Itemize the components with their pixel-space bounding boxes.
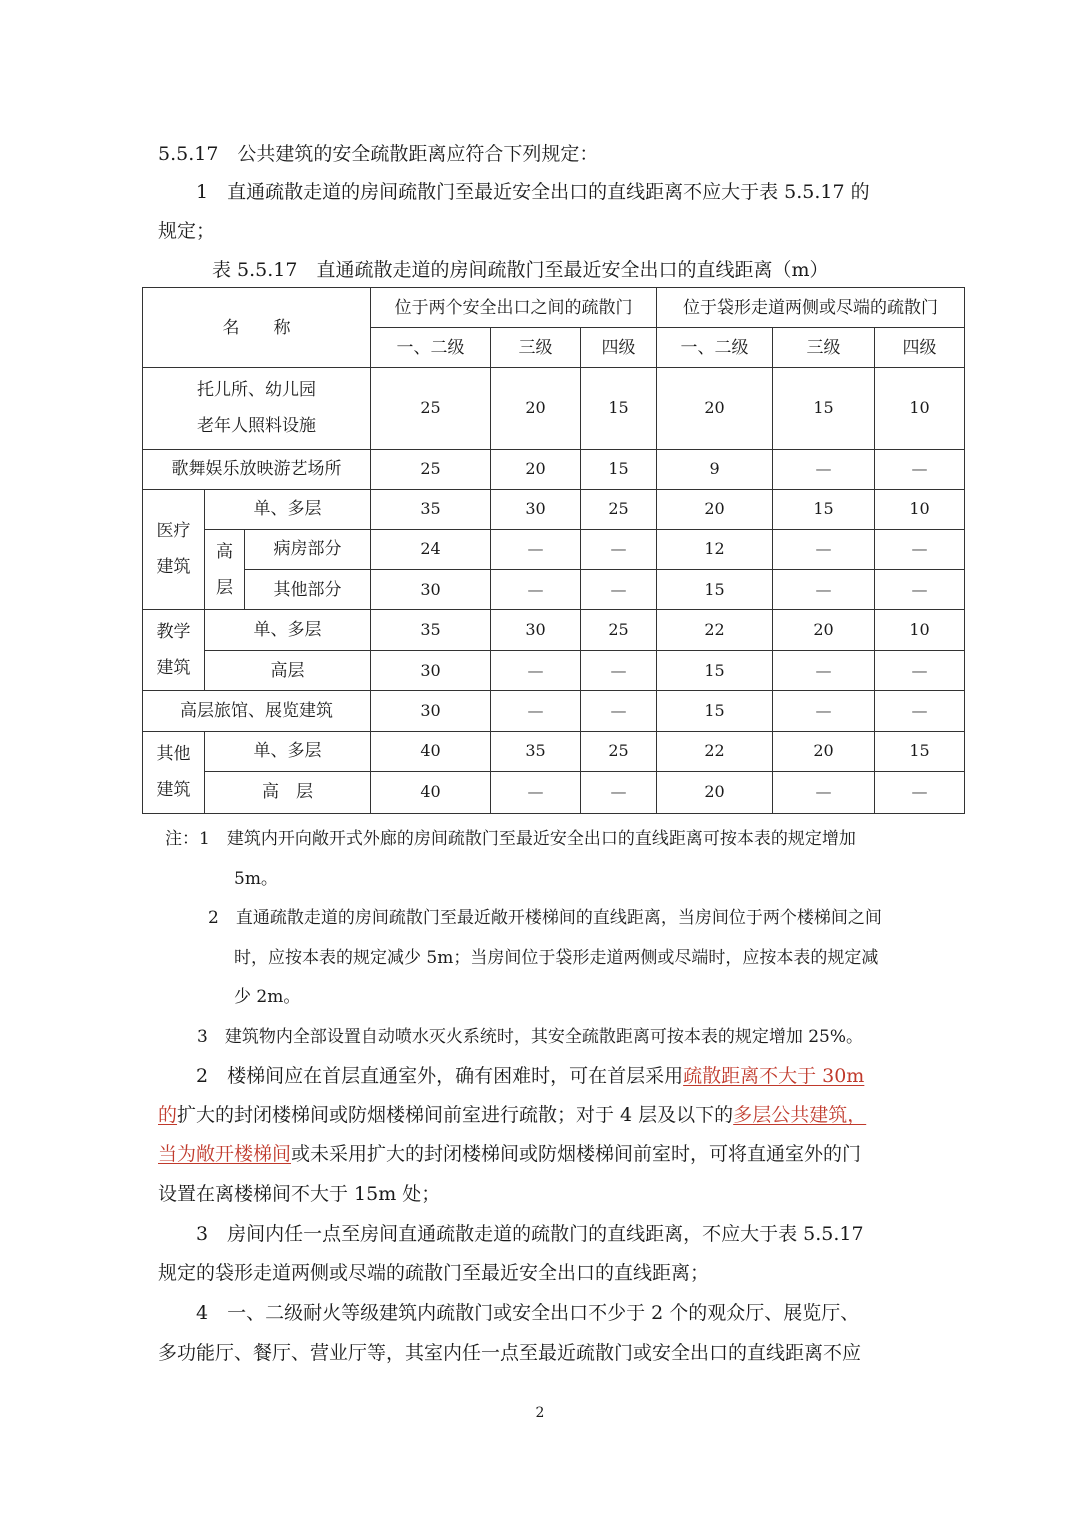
table-cell: 25	[581, 489, 657, 529]
table-cell: —	[491, 691, 581, 731]
grade-header: 三级	[773, 328, 875, 368]
group-label-medical	[143, 489, 205, 609]
table-cell: —	[581, 651, 657, 691]
item2-highlight: 疏散距离不大于 30m	[683, 1065, 865, 1087]
table-cell: —	[875, 771, 965, 813]
table-cell: 15	[657, 691, 773, 731]
table-cell: 35	[371, 610, 491, 651]
item2-line1	[196, 1064, 864, 1088]
item2-line3	[158, 1142, 861, 1166]
group-label-line: 建筑	[156, 780, 191, 801]
table-cell: —	[875, 691, 965, 731]
table-cell: 12	[657, 529, 773, 569]
item2-text: 或未采用扩大的封闭楼梯间或防烟楼梯间前室时，可将直通室外的门	[291, 1143, 862, 1165]
table-cell: 25	[581, 610, 657, 651]
table-cell: 30	[371, 651, 491, 691]
sub-label-multi-storey: 单、多层	[205, 489, 371, 529]
sub-label-other-part: 其他部分	[245, 570, 371, 610]
table-row	[143, 771, 965, 813]
table-cell: 20	[491, 449, 581, 489]
page-number: 2	[535, 1405, 545, 1421]
table-row	[143, 610, 965, 651]
item3-line1: 3 房间内任一点至房间直通疏散走道的疏散门的直线距离，不应大于表 5.5.17	[196, 1223, 864, 1245]
table-cell: —	[773, 449, 875, 489]
table-cell: —	[773, 529, 875, 569]
table-cell: 15	[581, 368, 657, 449]
table-cell: —	[581, 529, 657, 569]
table-cell: 25	[371, 368, 491, 449]
table-row	[143, 449, 965, 489]
sub-label-ward: 病房部分	[245, 529, 371, 569]
group-label-line: 建筑	[156, 658, 191, 679]
table-cell: —	[491, 771, 581, 813]
item4-line2: 多功能厅、餐厅、营业厅等，其室内任一点至最近疏散门或安全出口的直线距离不应	[158, 1342, 862, 1364]
grade-header: 三级	[491, 328, 581, 368]
table-cell: —	[581, 691, 657, 731]
item2-highlight: 的	[158, 1104, 178, 1126]
table-cell: 10	[875, 489, 965, 529]
group-label-line: 建筑	[156, 557, 191, 578]
row-label-hotel: 高层旅馆、展览建筑	[143, 691, 371, 731]
note-3: 3 建筑物内全部设置自动喷水灭火系统时，其安全疏散距离可按本表的规定增加 25%。	[197, 1027, 864, 1047]
sub-label-multi-storey: 单、多层	[205, 610, 371, 651]
table-cell: 40	[371, 771, 491, 813]
table-cell: —	[773, 570, 875, 610]
table-cell: —	[773, 771, 875, 813]
table-cell: —	[773, 691, 875, 731]
sub-label-multi-storey: 单、多层	[205, 731, 371, 771]
group-label-line: 其他	[156, 744, 191, 765]
item2-text: 扩大的封闭楼梯间或防烟楼梯间前室进行疏散；对于 4 层及以下的	[177, 1104, 734, 1126]
item3-line2: 规定的袋形走道两侧或尽端的疏散门至最近安全出口的直线距离；	[158, 1262, 710, 1284]
table-cell: 20	[657, 771, 773, 813]
table-cell: 30	[371, 570, 491, 610]
table-cell: 35	[491, 731, 581, 771]
table-cell: 20	[491, 368, 581, 449]
table-header-row	[143, 288, 965, 328]
table-cell: 40	[371, 731, 491, 771]
sub-label-line: 层	[216, 577, 233, 598]
table-cell: —	[875, 570, 965, 610]
table-cell: 22	[657, 610, 773, 651]
table-cell: 25	[581, 731, 657, 771]
item1-line1: 1 直通疏散走道的房间疏散门至最近安全出口的直线距离不应大于表 5.5.17 的	[196, 181, 870, 203]
note-2-line3: 少 2m。	[234, 987, 301, 1007]
table-cell: 15	[875, 731, 965, 771]
sub-label-line: 高	[216, 541, 233, 562]
table-cell: —	[581, 570, 657, 610]
table-cell: —	[875, 529, 965, 569]
item1-line2: 规定；	[158, 220, 216, 242]
table-cell: —	[491, 651, 581, 691]
group-label-teaching	[143, 610, 205, 691]
group-header-between-exits: 位于两个安全出口之间的疏散门	[371, 288, 657, 328]
table-cell: 30	[491, 610, 581, 651]
table-cell: 24	[371, 529, 491, 569]
group-label-other	[143, 731, 205, 813]
note-1-line2: 5m。	[234, 869, 278, 889]
sub-label-high-rise: 高层	[205, 651, 371, 691]
item2-highlight: 多层公共建筑，	[733, 1104, 867, 1126]
table-cell: 20	[657, 489, 773, 529]
table-cell: 35	[371, 489, 491, 529]
evacuation-distance-table	[142, 287, 965, 814]
table-cell: —	[875, 449, 965, 489]
table-row	[143, 731, 965, 771]
item2-line2	[158, 1103, 866, 1127]
table-cell: 30	[371, 691, 491, 731]
table-cell: 10	[875, 368, 965, 449]
table-cell: 9	[657, 449, 773, 489]
table-row	[143, 691, 965, 731]
table-cell: —	[581, 771, 657, 813]
item2-line4: 设置在离楼梯间不大于 15m 处；	[158, 1183, 441, 1205]
item2-text: 2 楼梯间应在首层直通室外，确有困难时，可在首层采用	[196, 1065, 684, 1087]
table-cell: 15	[581, 449, 657, 489]
table-cell: 25	[371, 449, 491, 489]
table-row	[143, 368, 965, 449]
row-label-nursery	[143, 368, 371, 449]
table-cell: 10	[875, 610, 965, 651]
table-cell: 15	[657, 570, 773, 610]
row-label-line: 老年人照料设施	[197, 416, 316, 437]
grade-header: 一、二级	[657, 328, 773, 368]
grade-header: 一、二级	[371, 328, 491, 368]
clause-heading: 5.5.17 公共建筑的安全疏散距离应符合下列规定：	[158, 143, 599, 165]
item4-line1: 4 一、二级耐火等级建筑内疏散门或安全出口不少于 2 个的观众厅、展览厅、	[196, 1302, 860, 1324]
group-label-line: 教学	[156, 622, 191, 643]
sub-label-high-rise	[205, 529, 245, 609]
table-caption: 表 5.5.17 直通疏散走道的房间疏散门至最近安全出口的直线距离（m）	[212, 259, 829, 281]
table-cell: 30	[491, 489, 581, 529]
group-label-line: 医疗	[156, 521, 191, 542]
table-cell: 20	[773, 731, 875, 771]
table-cell: —	[491, 570, 581, 610]
table-cell: 22	[657, 731, 773, 771]
row-label-entertainment: 歌舞娱乐放映游艺场所	[143, 449, 371, 489]
table-row	[143, 651, 965, 691]
table-cell: 15	[773, 368, 875, 449]
note-1-line1: 注：1 建筑内开向敞开式外廊的房间疏散门至最近安全出口的直线距离可按本表的规定增加	[165, 829, 856, 849]
table-cell: 15	[657, 651, 773, 691]
table-cell: —	[491, 529, 581, 569]
table-cell: 15	[773, 489, 875, 529]
table-row	[143, 529, 965, 569]
table-cell: 20	[773, 610, 875, 651]
grade-header: 四级	[581, 328, 657, 368]
row-label-line: 托儿所、幼儿园	[197, 380, 316, 401]
grade-header: 四级	[875, 328, 965, 368]
table-cell: 20	[657, 368, 773, 449]
name-header: 名 称	[143, 288, 371, 368]
item2-highlight: 当为敞开楼梯间	[158, 1143, 292, 1165]
group-header-dead-end: 位于袋形走道两侧或尽端的疏散门	[657, 288, 965, 328]
table-cell: —	[875, 651, 965, 691]
note-2-line2: 时，应按本表的规定减少 5m；当房间位于袋形走道两侧或尽端时，应按本表的规定减	[234, 948, 879, 968]
table-cell: —	[773, 651, 875, 691]
table-row	[143, 489, 965, 529]
sub-label-high-rise: 高 层	[205, 771, 371, 813]
table-row	[143, 570, 965, 610]
note-2-line1: 2 直通疏散走道的房间疏散门至最近敞开楼梯间的直线距离，当房间位于两个楼梯间之间	[208, 908, 882, 928]
